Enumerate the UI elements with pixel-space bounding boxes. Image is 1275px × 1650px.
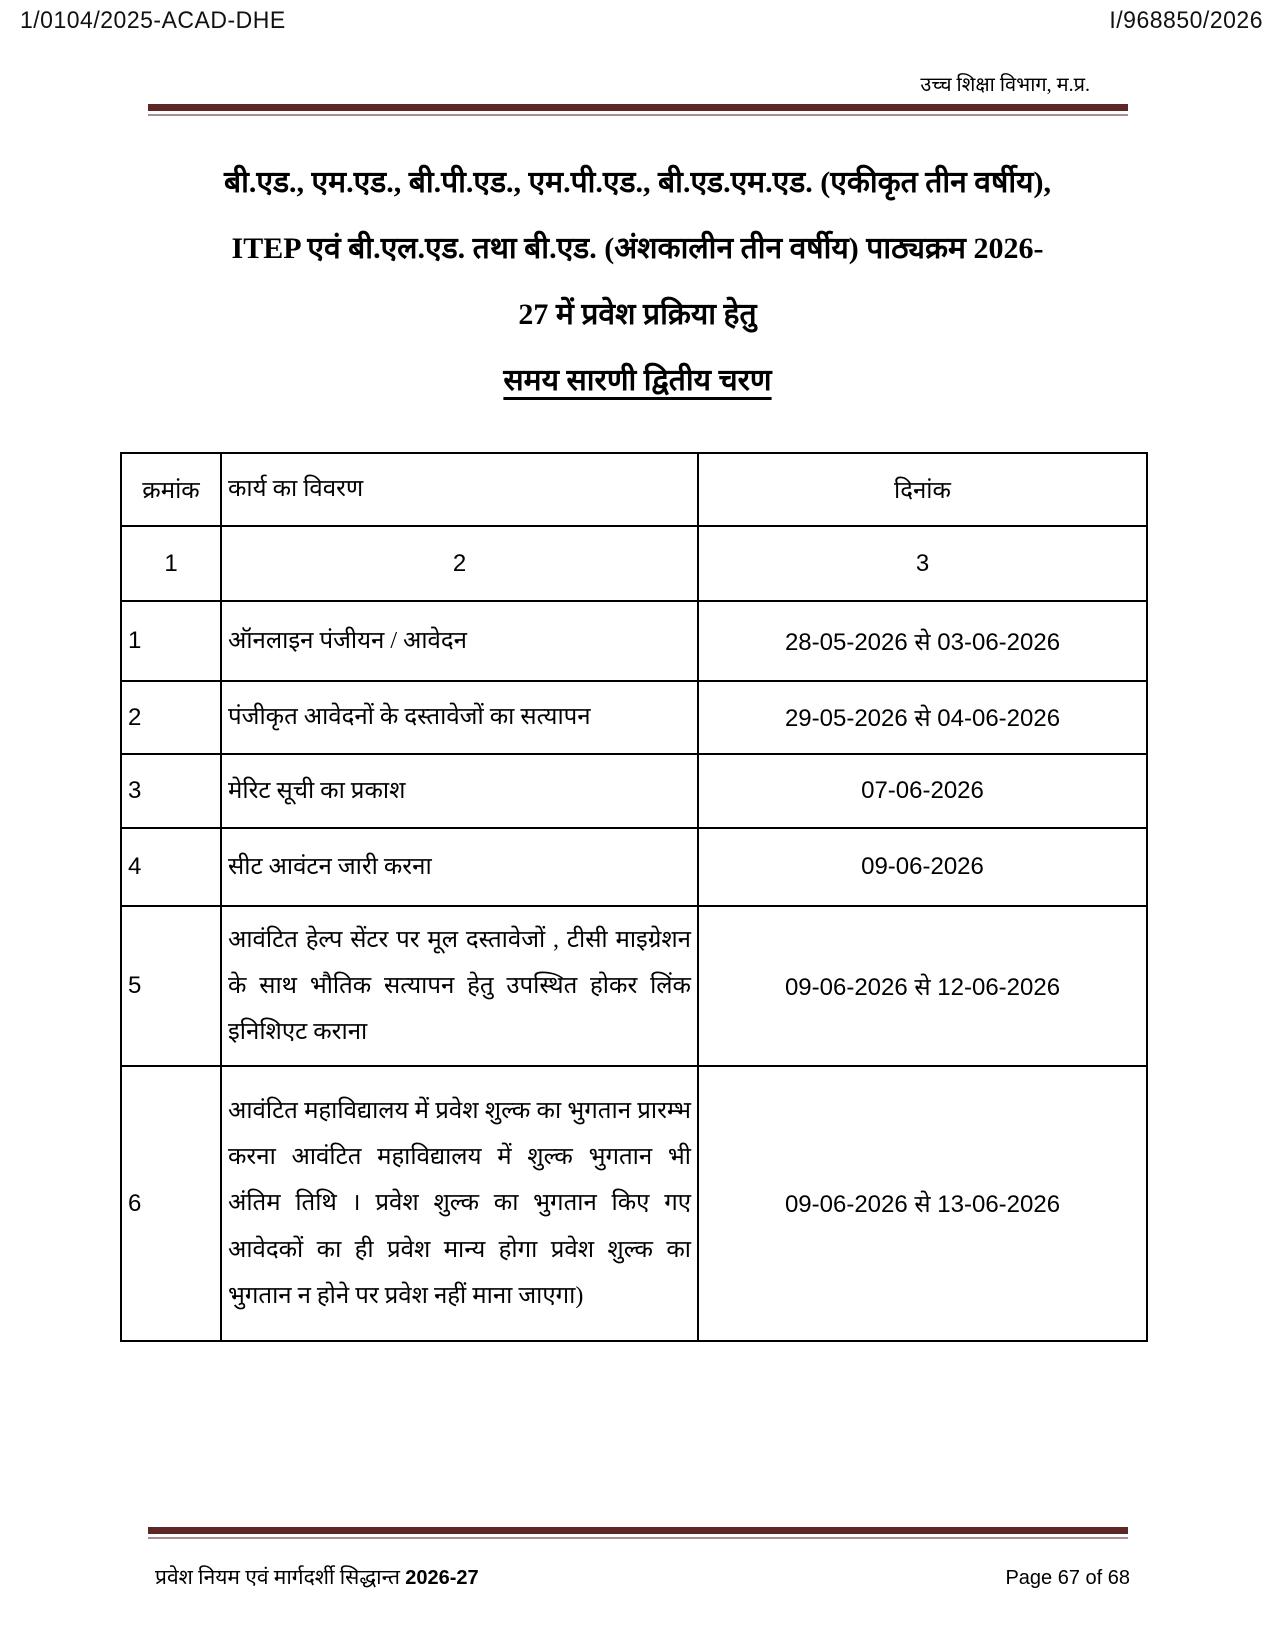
header-cell-serial: क्रमांक <box>121 453 221 526</box>
document-title <box>120 150 1155 348</box>
row-serial: 6 <box>121 1066 221 1341</box>
header-rule-thick-line <box>148 104 1128 111</box>
section-heading-text: समय सारणी द्वितीय चरण <box>503 364 772 397</box>
table-header-row <box>121 453 1147 526</box>
header-cell-description: कार्य का विवरण <box>221 453 698 526</box>
table-row <box>121 754 1147 828</box>
row-date: 09-06-2026 से 13-06-2026 <box>698 1066 1147 1341</box>
row-serial: 3 <box>121 754 221 828</box>
footer-left-bold: 2026-27 <box>405 1567 479 1589</box>
table-row <box>121 828 1147 906</box>
footer-rule-thin-line <box>148 1537 1128 1539</box>
row-description: मेरिट सूची का प्रकाश <box>221 754 698 828</box>
footer-rule-thick-line <box>148 1527 1128 1534</box>
title-line-2: ITEP एवं बी.एल.एड. तथा बी.एड. (अंशकालीन तीन वर्षीय) पाठ्यक्रम 2026- <box>231 232 1044 265</box>
column-number-row <box>121 526 1147 601</box>
table-row <box>121 906 1147 1066</box>
table-row <box>121 601 1147 681</box>
header-rule-thin-line <box>148 114 1128 116</box>
column-number-1: 1 <box>121 526 221 601</box>
title-line-1: बी.एड., एम.एड., बी.पी.एड., एम.पी.एड., बी.एड.एम.एड. (एकीकृत तीन वर्षीय), <box>224 166 1051 199</box>
title-line-3: 27 में प्रवेश प्रक्रिया हेतु <box>518 298 757 331</box>
header-rule <box>148 104 1128 116</box>
column-number-2: 2 <box>221 526 698 601</box>
row-date: 09-06-2026 से 12-06-2026 <box>698 906 1147 1066</box>
row-date: 28-05-2026 से 03-06-2026 <box>698 601 1147 681</box>
row-description: पंजीकृत आवेदनों के दस्तावेजों का सत्यापन <box>221 681 698 754</box>
row-description: ऑनलाइन पंजीयन / आवेदन <box>221 601 698 681</box>
row-date: 09-06-2026 <box>698 828 1147 906</box>
row-date: 07-06-2026 <box>698 754 1147 828</box>
row-serial: 1 <box>121 601 221 681</box>
row-serial: 4 <box>121 828 221 906</box>
file-number-right: I/968850/2026 <box>1109 6 1263 34</box>
row-serial: 5 <box>121 906 221 1066</box>
footer-left-text: प्रवेश नियम एवं मार्गदर्शी सिद्धान्त 2026-27 <box>155 1565 479 1589</box>
file-number-left: 1/0104/2025-ACAD-DHE <box>20 6 286 34</box>
page-footer <box>155 1563 1130 1591</box>
row-description: आवंटित महाविद्यालय में प्रवेश शुल्क का भुगतान प्रारम्भ करना आवंटित महाविद्यालय में शुल्क भुगतान भी अंतिम तिथि । प्रवेश शुल्क का भुगतान किए गए आवेदकों का ही प्रवेश मान्य होगा प्रवेश शुल्क का भुगतान न होने पर प्रवेश नहीं माना जाएगा) <box>221 1066 698 1341</box>
header-codes <box>20 6 1263 33</box>
section-heading <box>120 358 1155 399</box>
row-description: आवंटित हेल्प सेंटर पर मूल दस्तावेजों , टीसी माइग्रेशन के साथ भौतिक सत्यापन हेतु उपस्थित होकर लिंक इनिशिएट कराना <box>221 906 698 1066</box>
footer-rule <box>148 1527 1128 1539</box>
department-name: उच्च शिक्षा विभाग, म.प्र. <box>920 74 1090 96</box>
row-date: 29-05-2026 से 04-06-2026 <box>698 681 1147 754</box>
page-number: Page 67 of 68 <box>1005 1567 1130 1589</box>
header-cell-date: दिनांक <box>698 453 1147 526</box>
table-row <box>121 1066 1147 1341</box>
schedule-table <box>120 452 1148 1342</box>
column-number-3: 3 <box>698 526 1147 601</box>
table-row <box>121 681 1147 754</box>
row-description: सीट आवंटन जारी करना <box>221 828 698 906</box>
row-serial: 2 <box>121 681 221 754</box>
